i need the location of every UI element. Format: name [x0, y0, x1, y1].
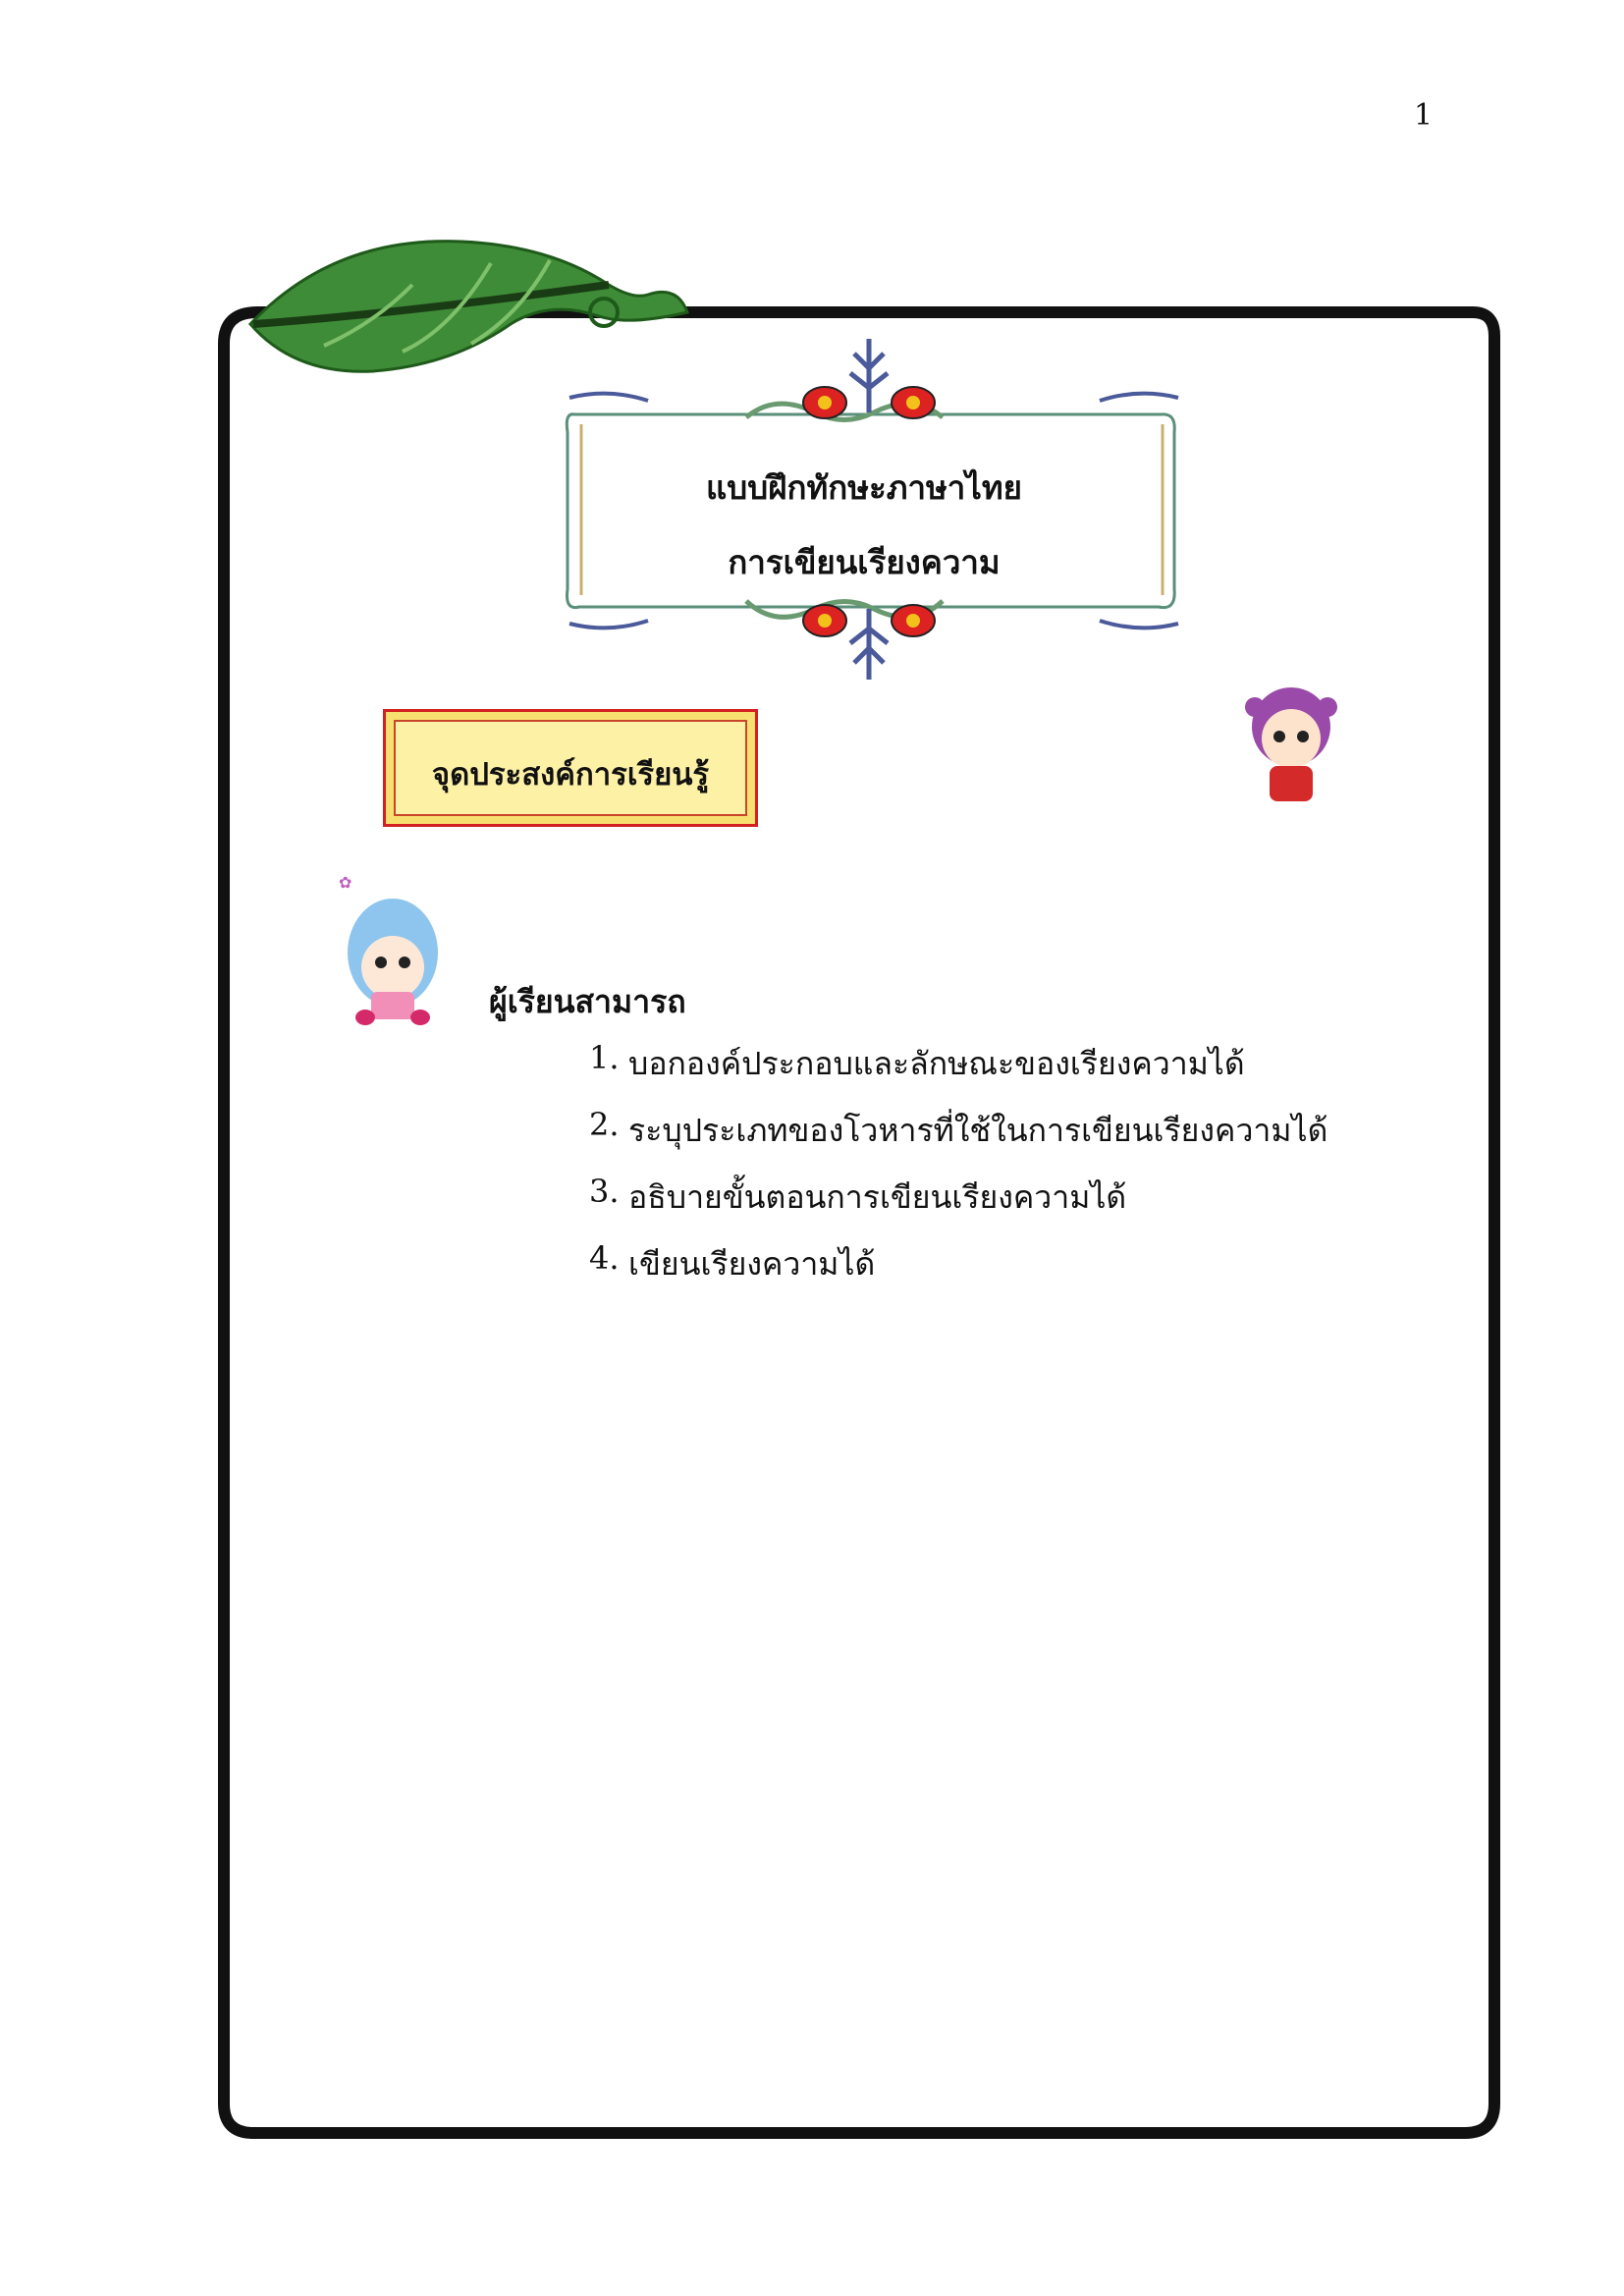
cartoon-girl-icon [1245, 687, 1337, 801]
list-number: 3. [589, 1173, 620, 1210]
list-number: 1. [589, 1039, 620, 1076]
objective-heading-box [383, 709, 758, 827]
list-item [589, 1106, 1327, 1173]
list-text: ระบุประเภทของโวหารที่ใช้ในการเขียนเรียงความได้ [628, 1112, 1328, 1149]
list-item [589, 1239, 1327, 1306]
list-text: อธิบายขั้นตอนการเขียนเรียงความได้ [628, 1178, 1127, 1216]
page-subtitle: การเขียนเรียงความ [728, 543, 1001, 581]
list-number: 4. [589, 1239, 620, 1277]
page-title: แบบฝึกทักษะภาษาไทย [706, 468, 1022, 507]
list-item [589, 1039, 1327, 1106]
list-number: 2. [589, 1106, 620, 1143]
page-number: 1 [1414, 98, 1434, 133]
list-text: บอกองค์ประกอบและลักษณะของเรียงความได้ [628, 1045, 1245, 1082]
objective-heading: จุดประสงค์การเรียนรู้ [431, 757, 710, 793]
svg-text:✿: ✿ [339, 873, 352, 892]
list-text: เขียนเรียงความได้ [628, 1245, 876, 1283]
list-item [589, 1173, 1327, 1239]
cartoon-girl-icon [339, 873, 438, 1025]
intro-text: ผู้เรียนสามารถ [489, 983, 686, 1020]
leaf-icon [250, 242, 687, 372]
objectives-list [589, 1039, 1327, 1306]
